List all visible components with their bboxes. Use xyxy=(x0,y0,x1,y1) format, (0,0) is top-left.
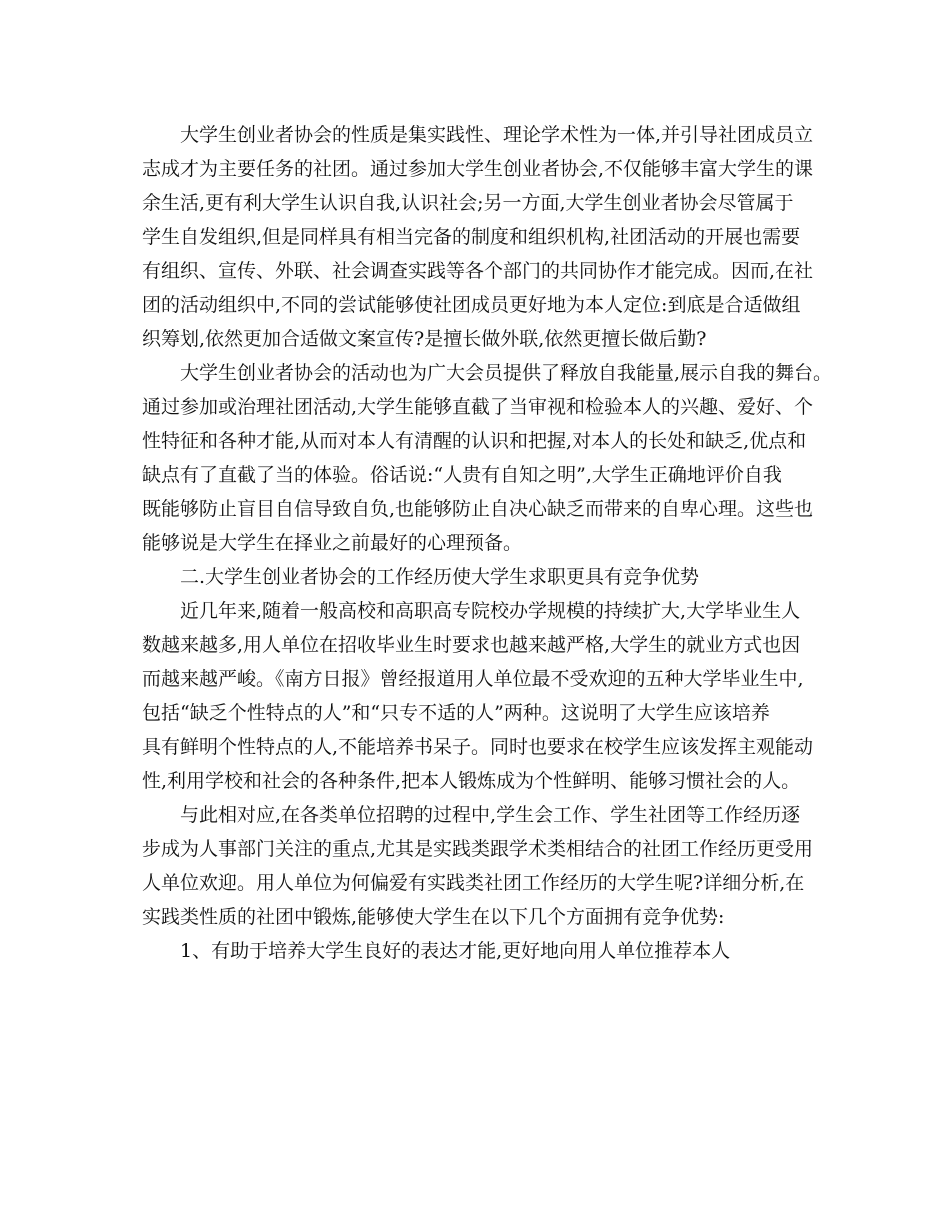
text-line: 既能够防止盲目自信导致自负,也能够防止自决心缺乏而带来的自卑心理。这些也 xyxy=(142,498,814,520)
list-item-heading: 1、有助于培养大学生良好的表达才能,更好地向用人单位推荐本人 xyxy=(180,940,731,962)
text-line: 大学生创业者协会的活动也为广大会员提供了释放自我能量,展示自我的舞台。 xyxy=(180,362,833,384)
text-line: 团的活动组织中,不同的尝试能够使社团成员更好地为本人定位:到底是合适做组 xyxy=(142,294,801,316)
text-line: 性特征和各种才能,从而对本人有清醒的认识和把握,对本人的长处和缺乏,优点和 xyxy=(142,430,807,452)
text-line: 有组织、宣传、外联、社会调查实践等各个部门的共同协作才能完成。因而,在社 xyxy=(142,260,814,282)
text-line: 人单位欢迎。用人单位为何偏爱有实践类社团工作经历的大学生呢?详细分析,在 xyxy=(142,872,805,894)
text-line: 织筹划,依然更加合适做文案宣传?是擅长做外联,依然更擅长做后勤? xyxy=(142,328,707,350)
text-line: 能够说是大学生在择业之前最好的心理预备。 xyxy=(142,532,523,554)
text-line: 缺点有了直截了当的体验。俗话说:“人贵有自知之明”,大学生正确地评价自我 xyxy=(142,464,782,486)
text-line: 步成为人事部门关注的重点,尤其是实践类跟学术类相结合的社团工作经历更受用 xyxy=(142,838,814,860)
text-line: 包括“缺乏个性特点的人”和“只专不适的人”两种。这说明了大学生应该培养 xyxy=(142,702,770,724)
text-line: 余生活,更有利大学生认识自我,认识社会;另一方面,大学生创业者协会尽管属于 xyxy=(142,192,794,214)
text-line: 通过参加或治理社团活动,大学生能够直截了当审视和检验本人的兴趣、爱好、个 xyxy=(142,396,814,418)
text-line: 学生自发组织,但是同样具有相当完备的制度和组织机构,社团活动的开展也需要 xyxy=(142,226,801,248)
text-line: 具有鲜明个性特点的人,不能培养书呆子。同时也要求在校学生应该发挥主观能动 xyxy=(142,736,814,758)
text-line: 与此相对应,在各类单位招聘的过程中,学生会工作、学生社团等工作经历逐 xyxy=(180,804,801,826)
text-line: 实践类性质的社团中锻炼,能够使大学生在以下几个方面拥有竞争优势: xyxy=(142,906,725,928)
text-line: 大学生创业者协会的性质是集实践性、理论学术性为一体,并引导社团成员立 xyxy=(180,124,814,146)
text-line: 而越来越严峻。《南方日报》曾经报道用人单位最不受欢迎的五种大学毕业生中, xyxy=(142,668,804,690)
text-line: 数越来越多,用人单位在招收毕业生时要求也越来越严格,大学生的就业方式也因 xyxy=(142,634,801,656)
text-line: 近几年来,随着一般高校和高职高专院校办学规模的持续扩大,大学毕业生人 xyxy=(180,600,801,622)
text-line: 志成才为主要任务的社团。通过参加大学生创业者协会,不仅能够丰富大学生的课 xyxy=(142,158,814,180)
section-heading: 二.大学生创业者协会的工作经历使大学生求职更具有竞争优势 xyxy=(180,566,700,588)
document-body xyxy=(142,118,833,968)
text-line: 性,利用学校和社会的各种条件,把本人锻炼成为个性鲜明、能够习惯社会的人。 xyxy=(142,770,801,792)
